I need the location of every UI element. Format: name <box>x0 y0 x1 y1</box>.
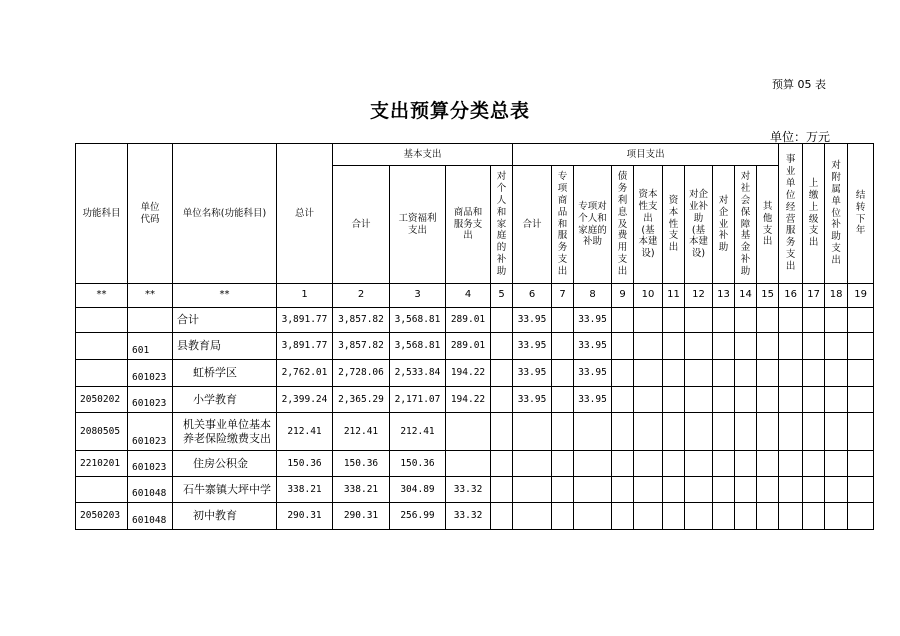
value-cell <box>848 503 874 530</box>
value-cell: 3,857.82 <box>333 308 390 333</box>
value-cell: 2,762.01 <box>277 360 333 387</box>
value-cell <box>685 333 713 360</box>
value-cell <box>735 333 757 360</box>
value-cell <box>825 387 848 413</box>
value-cell <box>735 413 757 451</box>
header-project-capital-build: 资本性支出(基本建设) <box>634 166 663 284</box>
index-cell: 1 <box>277 284 333 308</box>
value-cell <box>735 503 757 530</box>
value-cell: 289.01 <box>446 333 491 360</box>
value-cell <box>825 360 848 387</box>
value-cell <box>663 333 685 360</box>
value-cell <box>713 308 735 333</box>
value-cell <box>552 387 574 413</box>
header-basic-family: 对个人和家庭的补助 <box>491 166 513 284</box>
header-enterprise: 事业单位经营服务支出 <box>779 144 803 284</box>
value-cell <box>803 413 825 451</box>
value-cell <box>803 333 825 360</box>
value-cell <box>713 387 735 413</box>
value-cell <box>685 477 713 503</box>
value-cell <box>552 477 574 503</box>
value-cell <box>634 308 663 333</box>
index-cell: 16 <box>779 284 803 308</box>
value-cell <box>825 451 848 477</box>
budget-table <box>75 143 874 530</box>
value-cell <box>779 413 803 451</box>
func-code-cell: 2080505 <box>76 413 128 451</box>
header-unit-code: 单位代码 <box>128 144 173 284</box>
func-code-cell <box>76 360 128 387</box>
value-cell: 33.95 <box>513 360 552 387</box>
header-basic: 基本支出 <box>333 144 513 166</box>
value-cell <box>803 360 825 387</box>
header-project-enterprise: 对企业补助 <box>713 166 735 284</box>
value-cell <box>634 360 663 387</box>
unit-name-cell: 合计 <box>173 308 277 333</box>
value-cell <box>612 333 634 360</box>
value-cell <box>848 333 874 360</box>
value-cell <box>491 387 513 413</box>
table-row <box>76 387 874 413</box>
value-cell: 3,568.81 <box>390 333 446 360</box>
value-cell: 150.36 <box>390 451 446 477</box>
index-cell: 11 <box>663 284 685 308</box>
unit-code-cell: 601048 <box>128 477 173 503</box>
index-cell: 6 <box>513 284 552 308</box>
index-cell: ** <box>76 284 128 308</box>
header-subsidy: 对附属单位补助支出 <box>825 144 848 284</box>
value-cell <box>685 360 713 387</box>
value-cell <box>574 413 612 451</box>
index-cell: 15 <box>757 284 779 308</box>
value-cell <box>713 477 735 503</box>
value-cell <box>552 308 574 333</box>
value-cell: 290.31 <box>333 503 390 530</box>
value-cell: 212.41 <box>390 413 446 451</box>
value-cell <box>552 451 574 477</box>
value-cell: 2,171.07 <box>390 387 446 413</box>
index-cell: 14 <box>735 284 757 308</box>
value-cell: 2,728.06 <box>333 360 390 387</box>
value-cell <box>491 503 513 530</box>
value-cell <box>735 477 757 503</box>
value-cell <box>803 387 825 413</box>
value-cell: 33.95 <box>574 333 612 360</box>
func-code-cell <box>76 477 128 503</box>
value-cell <box>757 451 779 477</box>
value-cell <box>663 413 685 451</box>
value-cell: 2,399.24 <box>277 387 333 413</box>
value-cell <box>779 308 803 333</box>
value-cell <box>779 503 803 530</box>
index-row <box>76 284 874 308</box>
value-cell: 3,857.82 <box>333 333 390 360</box>
table-row <box>76 503 874 530</box>
header-project-social: 对社会保障基金补助 <box>735 166 757 284</box>
value-cell <box>634 503 663 530</box>
header-project-goods: 专项商品和服务支出 <box>552 166 574 284</box>
value-cell: 2,365.29 <box>333 387 390 413</box>
header-project-total: 合计 <box>513 166 552 284</box>
value-cell <box>685 387 713 413</box>
value-cell <box>825 333 848 360</box>
value-cell <box>713 413 735 451</box>
header-basic-wages: 工资福利支出 <box>390 166 446 284</box>
value-cell <box>757 477 779 503</box>
table-row <box>76 308 874 333</box>
value-cell <box>634 451 663 477</box>
table-row <box>76 477 874 503</box>
header-basic-total: 合计 <box>333 166 390 284</box>
func-code-cell: 2050202 <box>76 387 128 413</box>
value-cell <box>685 413 713 451</box>
index-cell: 5 <box>491 284 513 308</box>
value-cell: 3,891.77 <box>277 308 333 333</box>
value-cell <box>612 477 634 503</box>
unit-code-cell: 601023 <box>128 387 173 413</box>
value-cell: 3,891.77 <box>277 333 333 360</box>
value-cell <box>757 333 779 360</box>
unit-name-cell: 初中教育 <box>173 503 277 530</box>
value-cell <box>825 413 848 451</box>
value-cell <box>757 308 779 333</box>
value-cell <box>757 413 779 451</box>
value-cell <box>634 387 663 413</box>
value-cell <box>612 308 634 333</box>
header-carry: 结转下年 <box>848 144 874 284</box>
index-cell: 4 <box>446 284 491 308</box>
unit-name-cell: 机关事业单位基本养老保险缴费支出 <box>173 413 277 451</box>
value-cell <box>574 503 612 530</box>
value-cell <box>803 308 825 333</box>
index-cell: 12 <box>685 284 713 308</box>
value-cell <box>612 413 634 451</box>
value-cell <box>574 451 612 477</box>
value-cell <box>663 477 685 503</box>
value-cell <box>663 503 685 530</box>
value-cell <box>757 387 779 413</box>
value-cell <box>491 308 513 333</box>
table-row <box>76 451 874 477</box>
func-code-cell: 2050203 <box>76 503 128 530</box>
unit-label: 单位：万元 <box>770 130 831 144</box>
value-cell <box>848 477 874 503</box>
value-cell <box>491 333 513 360</box>
header-project-family: 专项对个人和家庭的补助 <box>574 166 612 284</box>
unit-name-cell: 县教育局 <box>173 333 277 360</box>
header-func-code: 功能科目 <box>76 144 128 284</box>
unit-name-cell: 小学教育 <box>173 387 277 413</box>
value-cell <box>825 503 848 530</box>
page-title: 支出预算分类总表 <box>369 100 530 122</box>
value-cell <box>779 360 803 387</box>
value-cell <box>735 451 757 477</box>
value-cell: 194.22 <box>446 387 491 413</box>
value-cell <box>848 360 874 387</box>
value-cell <box>612 387 634 413</box>
value-cell: 33.95 <box>513 333 552 360</box>
header-project-capital: 资本性支出 <box>663 166 685 284</box>
value-cell: 256.99 <box>390 503 446 530</box>
value-cell <box>491 413 513 451</box>
value-cell <box>634 477 663 503</box>
value-cell <box>491 451 513 477</box>
value-cell <box>779 477 803 503</box>
value-cell <box>491 360 513 387</box>
header-project: 项目支出 <box>513 144 779 166</box>
value-cell: 33.95 <box>574 308 612 333</box>
header-unit-name: 单位名称(功能科目) <box>173 144 277 284</box>
value-cell <box>446 451 491 477</box>
value-cell <box>713 333 735 360</box>
value-cell: 212.41 <box>277 413 333 451</box>
value-cell <box>513 477 552 503</box>
value-cell <box>574 477 612 503</box>
value-cell <box>779 333 803 360</box>
value-cell <box>513 503 552 530</box>
value-cell <box>552 360 574 387</box>
unit-code-cell: 601023 <box>128 413 173 451</box>
value-cell: 150.36 <box>333 451 390 477</box>
func-code-cell <box>76 333 128 360</box>
index-cell: ** <box>128 284 173 308</box>
value-cell <box>552 413 574 451</box>
unit-code-cell <box>128 308 173 333</box>
value-cell <box>685 503 713 530</box>
value-cell: 338.21 <box>277 477 333 503</box>
value-cell: 289.01 <box>446 308 491 333</box>
value-cell: 33.95 <box>513 308 552 333</box>
unit-name-cell: 虹桥学区 <box>173 360 277 387</box>
value-cell <box>735 360 757 387</box>
value-cell <box>552 503 574 530</box>
value-cell <box>713 451 735 477</box>
func-code-cell: 2210201 <box>76 451 128 477</box>
value-cell <box>663 451 685 477</box>
value-cell <box>825 308 848 333</box>
header-basic-goods: 商品和服务支出 <box>446 166 491 284</box>
value-cell <box>446 413 491 451</box>
value-cell <box>513 413 552 451</box>
value-cell <box>757 360 779 387</box>
value-cell <box>713 503 735 530</box>
index-cell: 9 <box>612 284 634 308</box>
value-cell <box>735 308 757 333</box>
unit-name-cell: 石牛寨镇大坪中学 <box>173 477 277 503</box>
header-project-other: 其他支出 <box>757 166 779 284</box>
value-cell <box>685 451 713 477</box>
value-cell <box>848 387 874 413</box>
header-upper: 上缴上级支出 <box>803 144 825 284</box>
value-cell <box>779 451 803 477</box>
form-number: 预算 05 表 <box>772 78 826 91</box>
unit-code-cell: 601023 <box>128 360 173 387</box>
value-cell: 150.36 <box>277 451 333 477</box>
value-cell: 33.95 <box>513 387 552 413</box>
value-cell <box>803 503 825 530</box>
func-code-cell <box>76 308 128 333</box>
header-project-enterprise-build: 对企业补助(基本建设) <box>685 166 713 284</box>
value-cell <box>848 308 874 333</box>
value-cell <box>513 451 552 477</box>
index-cell: 10 <box>634 284 663 308</box>
index-cell: 18 <box>825 284 848 308</box>
unit-code-cell: 601048 <box>128 503 173 530</box>
value-cell <box>634 413 663 451</box>
value-cell <box>779 387 803 413</box>
value-cell <box>552 333 574 360</box>
index-cell: ** <box>173 284 277 308</box>
value-cell <box>685 308 713 333</box>
index-cell: 7 <box>552 284 574 308</box>
value-cell: 33.32 <box>446 503 491 530</box>
table-row <box>76 413 874 451</box>
index-cell: 19 <box>848 284 874 308</box>
value-cell: 3,568.81 <box>390 308 446 333</box>
value-cell <box>803 451 825 477</box>
value-cell <box>713 360 735 387</box>
index-cell: 2 <box>333 284 390 308</box>
value-cell <box>612 503 634 530</box>
unit-code-cell: 601023 <box>128 451 173 477</box>
value-cell: 304.89 <box>390 477 446 503</box>
value-cell <box>848 451 874 477</box>
value-cell <box>634 333 663 360</box>
value-cell: 212.41 <box>333 413 390 451</box>
value-cell: 2,533.84 <box>390 360 446 387</box>
value-cell: 33.95 <box>574 387 612 413</box>
value-cell <box>612 451 634 477</box>
value-cell: 290.31 <box>277 503 333 530</box>
value-cell <box>735 387 757 413</box>
unit-name-cell: 住房公积金 <box>173 451 277 477</box>
value-cell <box>803 477 825 503</box>
index-cell: 3 <box>390 284 446 308</box>
value-cell <box>848 413 874 451</box>
unit-code-cell: 601 <box>128 333 173 360</box>
index-cell: 8 <box>574 284 612 308</box>
index-cell: 13 <box>713 284 735 308</box>
value-cell: 338.21 <box>333 477 390 503</box>
index-cell: 17 <box>803 284 825 308</box>
value-cell <box>825 477 848 503</box>
value-cell <box>663 360 685 387</box>
value-cell <box>491 477 513 503</box>
value-cell: 33.95 <box>574 360 612 387</box>
value-cell <box>663 308 685 333</box>
header-project-debt: 债务利息及费用支出 <box>612 166 634 284</box>
table-row <box>76 360 874 387</box>
value-cell <box>612 360 634 387</box>
table-row <box>76 333 874 360</box>
value-cell <box>663 387 685 413</box>
value-cell: 33.32 <box>446 477 491 503</box>
header-total: 总计 <box>277 144 333 284</box>
value-cell: 194.22 <box>446 360 491 387</box>
value-cell <box>757 503 779 530</box>
